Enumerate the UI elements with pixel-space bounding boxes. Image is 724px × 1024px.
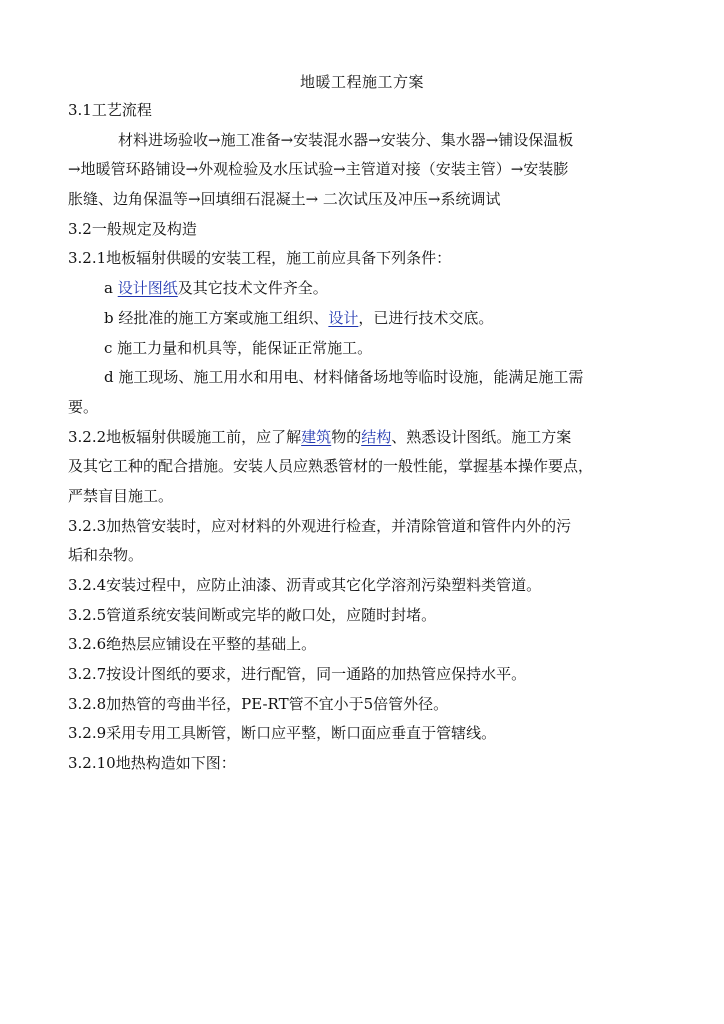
item-a-suffix: 及其它技术文件齐全。 bbox=[177, 279, 328, 298]
design-drawings-link[interactable]: 设计图纸 bbox=[117, 279, 178, 298]
clause-3-2-7: 3.2.7按设计图纸的要求，进行配管，同一通路的加热管应保持水平。 bbox=[68, 665, 527, 684]
section-3-2-heading: 3.2一般规定及构造 bbox=[68, 219, 197, 238]
clause-3-2-3-line-1: 3.2.3加热管安装时，应对材料的外观进行检查，并清除管道和管件内外的污 bbox=[68, 516, 572, 535]
clause-3-2-10: 3.2.10地热构造如下图： bbox=[68, 754, 236, 773]
item-d-line-1: d 施工现场、施工用水和用电、材料储备场地等临时设施，能满足施工需 bbox=[104, 368, 584, 387]
clause-3-2-3-line-2: 垢和杂物。 bbox=[68, 546, 144, 565]
clause-3-2-9: 3.2.9采用专用工具断管，断口应平整，断口面应垂直于管辖线。 bbox=[68, 724, 497, 743]
clause-3-2-6: 3.2.6绝热层应铺设在平整的基础上。 bbox=[68, 635, 317, 654]
process-flow-line-3: 胀缝、边角保温等→回填细石混凝土→ 二次试压及冲压→系统调试 bbox=[68, 190, 501, 209]
clause-3-2-8: 3.2.8加热管的弯曲半径，PE-RT管不宜小于5倍管外径。 bbox=[68, 694, 449, 713]
item-a bbox=[68, 274, 658, 304]
design-link[interactable]: 设计 bbox=[328, 308, 359, 327]
item-b-suffix: ，已进行技术交底。 bbox=[358, 308, 494, 327]
clause-3-2-2-line-1 bbox=[68, 423, 658, 453]
item-b bbox=[68, 304, 658, 334]
item-a-prefix: a bbox=[104, 279, 118, 298]
clause-3-2-2-line-2: 及其它工种的配合措施。安装人员应熟悉管材的一般性能，掌握基本操作要点， bbox=[68, 457, 594, 476]
process-flow-line-2: →地暖管环路铺设→外观检验及水压试验→主管道对接（安装主管）→安装膨 bbox=[68, 160, 569, 179]
clause-3-2-2-text-a: 3.2.2地板辐射供暖施工前，应了解 bbox=[68, 427, 302, 446]
clause-3-2-1: 3.2.1地板辐射供暖的安装工程，施工前应具备下列条件： bbox=[68, 249, 452, 268]
item-b-prefix: b 经批准的施工方案或施工组织、 bbox=[104, 308, 329, 327]
item-c: c 施工力量和机具等，能保证正常施工。 bbox=[104, 338, 373, 357]
process-flow-line-1: 材料进场验收→施工准备→安装混水器→安装分、集水器→铺设保温板 bbox=[118, 130, 574, 149]
clause-3-2-2-text-b: 物的 bbox=[331, 427, 362, 446]
item-d-line-2: 要。 bbox=[68, 397, 99, 416]
structure-link[interactable]: 结构 bbox=[361, 427, 392, 446]
document-title: 地暖工程施工方案 bbox=[299, 73, 424, 91]
document-body bbox=[68, 96, 658, 779]
clause-3-2-2-line-3: 严禁盲目施工。 bbox=[68, 486, 174, 505]
clause-3-2-5: 3.2.5管道系统安装间断或完毕的敞口处，应随时封堵。 bbox=[68, 605, 437, 624]
clause-3-2-2-text-c: 、熟悉设计图纸。施工方案 bbox=[391, 427, 572, 446]
building-link[interactable]: 建筑 bbox=[301, 427, 332, 446]
clause-3-2-4: 3.2.4安装过程中，应防止油漆、沥青或其它化学溶剂污染塑料类管道。 bbox=[68, 576, 542, 594]
section-3-1-heading: 3.1工艺流程 bbox=[68, 101, 152, 119]
